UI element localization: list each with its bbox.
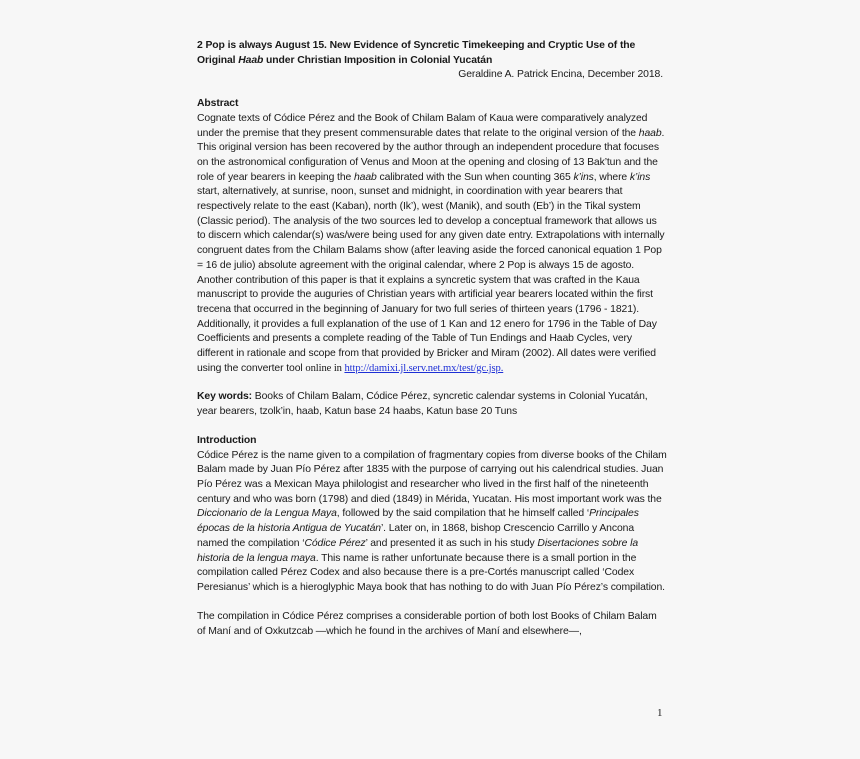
author-line: Geraldine A. Patrick Encina, December 2018.	[458, 69, 663, 81]
document-page	[197, 39, 667, 640]
keywords-text: Books of Chilam Balam, Códice Pérez, syncretic calendar systems in Colonial Yucatán, year bearers, tzolk’in, haab, Katun base 24 haabs, Katun base 20 Tuns	[197, 391, 648, 418]
title-italic-haab: Haab	[238, 54, 264, 66]
abstract-segments: Cognate texts of Códice Pérez and the Book of Chilam Balam of Kaua were comparatively analyzed under the premise that they present commensurable dates that relate to the original version of the haab. This original version has been recovered by the author through an independent procedure that focuses on the astronomical configuration of Venus and Moon at the opening and closing of 13 Bak’tun and the role of year bearers in keeping the haab calibrated with the Sun when counting 365 k’ins, where k’ins start, alternatively, at sunrise, noon, sunset and midnight, in coordination with year bearers that respectively relate to the east (Kaban), north (Ik’), west (Manik), and south (Eb’) in the Tikal system (Classic period). The analysis of the two sources led to develop a conceptual framework that allows us to discern which calendar(s) was/were being used for any given date entry. Extrapolations with internally congruent dates from the Chilam Balams show (after leaving aside the forced canonical equation 1 Pop = 16 de julio) absolute agreement with the original calendar, where 2 Pop is always 15 de agosto. Another contribution of this paper is that it explains a syncretic system that was crafted in the Kaua manuscript to provide the auguries of Christian years with artificial year bearers located within the first trecena that occurred in the beginning of January for two full series of thirteen years (1796 - 1821). Additionally, it provides a full explanation of the use of 1 Kan and 12 enero for 1796 in the Table of Day Coefficients and presents a complete reading of the Table of Tun Endings and Haab Cycles, very different in rationale and scope from that provided by Bricker and Miram (2002). All dates were verified using the converter tool	[197, 112, 665, 374]
italic-term: Códice Pérez	[304, 537, 366, 549]
paper-title	[197, 39, 667, 68]
converter-tool-link[interactable]: http://damixi.jl.serv.net.mx/test/gc.jsp.	[344, 362, 504, 374]
title-text-2: under Christian Imposition in Colonial Yucatán	[263, 54, 493, 66]
introduction-heading: Introduction	[197, 434, 257, 446]
introduction-paragraph-2: The compilation in Códice Pérez comprises a considerable portion of both lost Books of Chilam Balam of Maní and of Oxkutzcab —which he found in the archives of Maní and elsewhere—,	[197, 611, 657, 637]
abstract-body	[197, 112, 667, 377]
introduction-paragraph-1	[197, 449, 667, 596]
italic-term: k’ins	[629, 171, 651, 183]
italic-term: haab	[638, 127, 662, 139]
abstract-heading: Abstract	[197, 98, 239, 110]
italic-term: k’ins	[573, 171, 594, 183]
online-prefix: online in	[305, 362, 345, 374]
italic-term: Diccionario de la Lengua Maya	[197, 508, 337, 520]
page-number: 1	[657, 707, 663, 719]
italic-term: Disertaciones sobre la historia de la lengua maya	[197, 537, 639, 564]
keywords-label: Key words:	[197, 391, 253, 403]
italic-term: Principales épocas de la historia Antigua de Yucatán	[197, 508, 639, 535]
title-text-1: 2 Pop is always August 15. New Evidence of Syncretic Timekeeping and Cryptic Use of the Original	[197, 40, 636, 66]
intro-p1-segments: Códice Pérez is the name given to a compilation of fragmentary copies from diverse books of the Chilam Balam made by Juan Pío Pérez after 1835 with the purpose of carrying out his calendrical studies. Juan Pío Pérez was a Mexican Maya philologist and researcher who lived in the first half of the nineteenth century and who was born (1798) and died (1849) in Mérida, Yucatan. His most important work was the Diccionario de la Lengua Maya, followed by the said compilation that he himself called ‘Principales épocas de la historia Antigua de Yucatán’. Later on, in 1868, bishop Crescencio Carrillo y Ancona named the compilation ‘Códice Pérez’ and presented it as such in his study Disertaciones sobre la historia de la lengua maya. This name is rather unfortunate because there is a small portion in the compilation called Pérez Codex and also because there is a pre-Cortés manuscript called ‘Codex Peresianus’ which is a hieroglyphic Maya book that has nothing to do with Juan Pío Pérez’s compilation.	[197, 449, 667, 593]
italic-term: haab	[353, 171, 377, 183]
keywords	[197, 390, 667, 419]
paragraph-gap	[197, 596, 667, 611]
